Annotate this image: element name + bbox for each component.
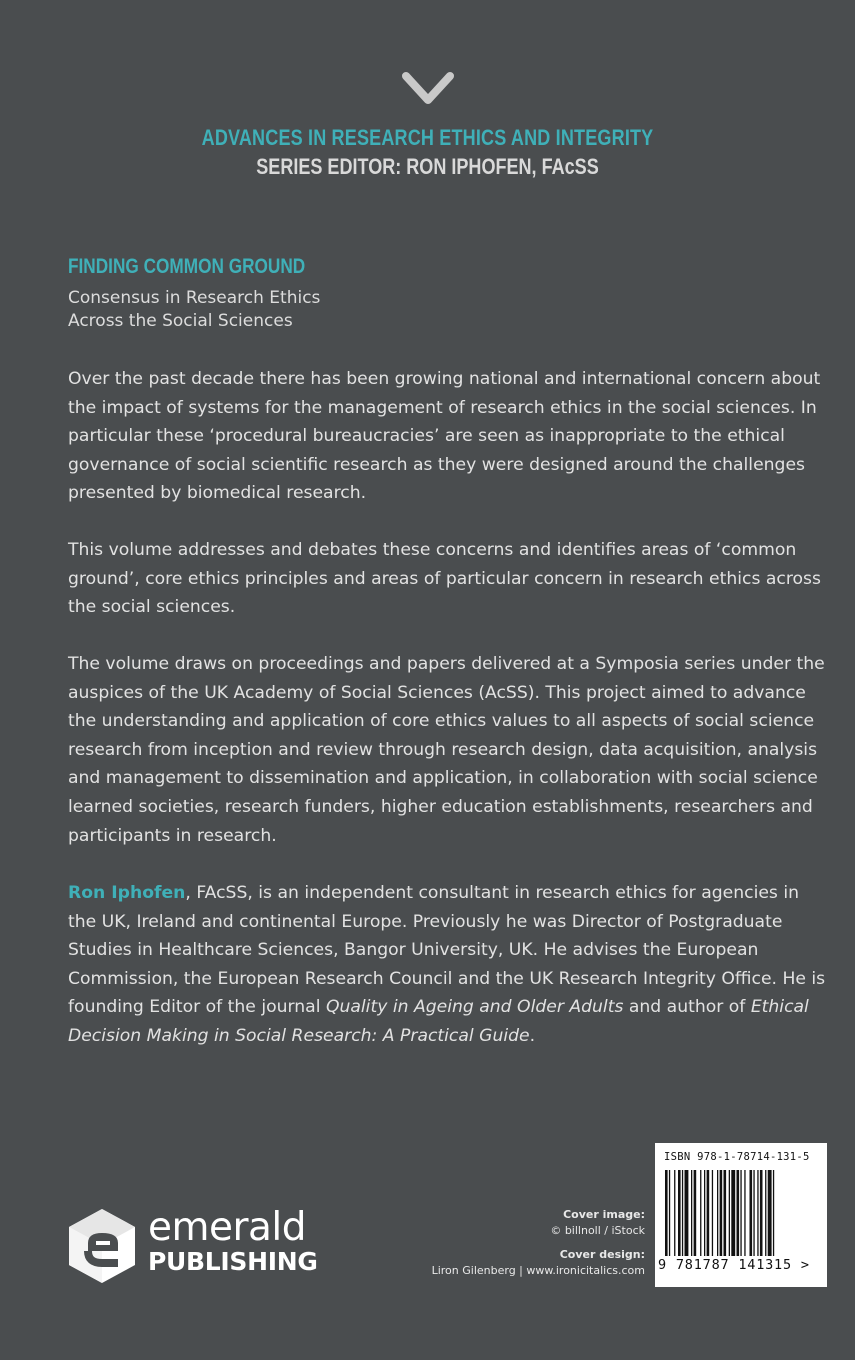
author-bio-text-a: , FAcSS, is an independent consultant in research ethics for agencies in the UK, Ireland and continental Europe. Previously he was Director of Postgraduate Studies in Healthcare Sciences, Bangor University, UK. He advises the European Commission, the European Research Council and the UK Research Integrity Office. He is founding Editor of the journal: [68, 883, 826, 1018]
chevron-down-icon: [401, 70, 455, 108]
book-subtitle: [68, 287, 320, 333]
cover-design-credit: Liron Gilenberg | www.ironicitalics.com: [431, 1264, 645, 1277]
blurb-paragraph-2: This volume addresses and debates these concerns and identifies areas of ‘common ground’, core ethics principles and areas of particular concern in research ethics across the social sciences.: [68, 540, 821, 618]
series-title: ADVANCES IN RESEARCH ETHICS AND INTEGRITY: [201, 125, 654, 150]
barcode-number: 9 781787 141315 >: [658, 1257, 810, 1273]
isbn-text: ISBN 978-1-78714-131-5: [664, 1151, 810, 1163]
emerald-logo-icon: [66, 1207, 138, 1285]
cover-image-label: Cover image:: [563, 1208, 645, 1221]
author-bio: [68, 879, 828, 1051]
publisher-brand: [148, 1205, 318, 1276]
blurb-paragraph-3: The volume draws on proceedings and papers delivered at a Symposia series under the auspices of the UK Academy of Social Sciences (AcSS). This project aimed to advance the understanding and application of core ethics values to all aspects of social science research from inception and review through research design, data acquisition, analysis and management to dissemination and application, in collaboration with social science learned societies, research funders, higher education establishments, researchers and participants in research.: [68, 654, 825, 846]
cover-image-credit: © billnoll / iStock: [550, 1224, 645, 1237]
barcode: [655, 1143, 827, 1287]
author-bio-text-b: and author of: [623, 997, 751, 1018]
publisher-name-bottom: PUBLISHING: [148, 1247, 318, 1276]
cover-credits: [432, 1207, 645, 1279]
series-editor: SERIES EDITOR: RON IPHOFEN, FAcSS: [256, 154, 599, 179]
subtitle-line-1: Consensus in Research Ethics: [68, 288, 321, 308]
book-title: FINDING COMMON GROUND: [68, 255, 306, 278]
publisher-name-top: emerald: [148, 1205, 307, 1250]
author-name: Ron Iphofen: [68, 883, 186, 903]
journal-title: Quality in Ageing and Older Adults: [325, 997, 624, 1018]
subtitle-line-2: Across the Social Sciences: [68, 311, 293, 331]
book-reference: Ethical Decision Making in Social Research: A Practical Guide: [68, 997, 809, 1046]
blurb-paragraph-1: Over the past decade there has been growing national and international concern about the impact of systems for the management of research ethics in the social sciences. In particular these ‘procedural bureaucracies’ are seen as inappropriate to the ethical governance of social scientific research as they were designed around the challenges presented by biomedical research.: [68, 369, 821, 504]
cover-design-label: Cover design:: [559, 1248, 645, 1261]
barcode-bars: [665, 1170, 817, 1256]
author-bio-end: .: [529, 1025, 536, 1046]
series-header: [0, 124, 855, 182]
